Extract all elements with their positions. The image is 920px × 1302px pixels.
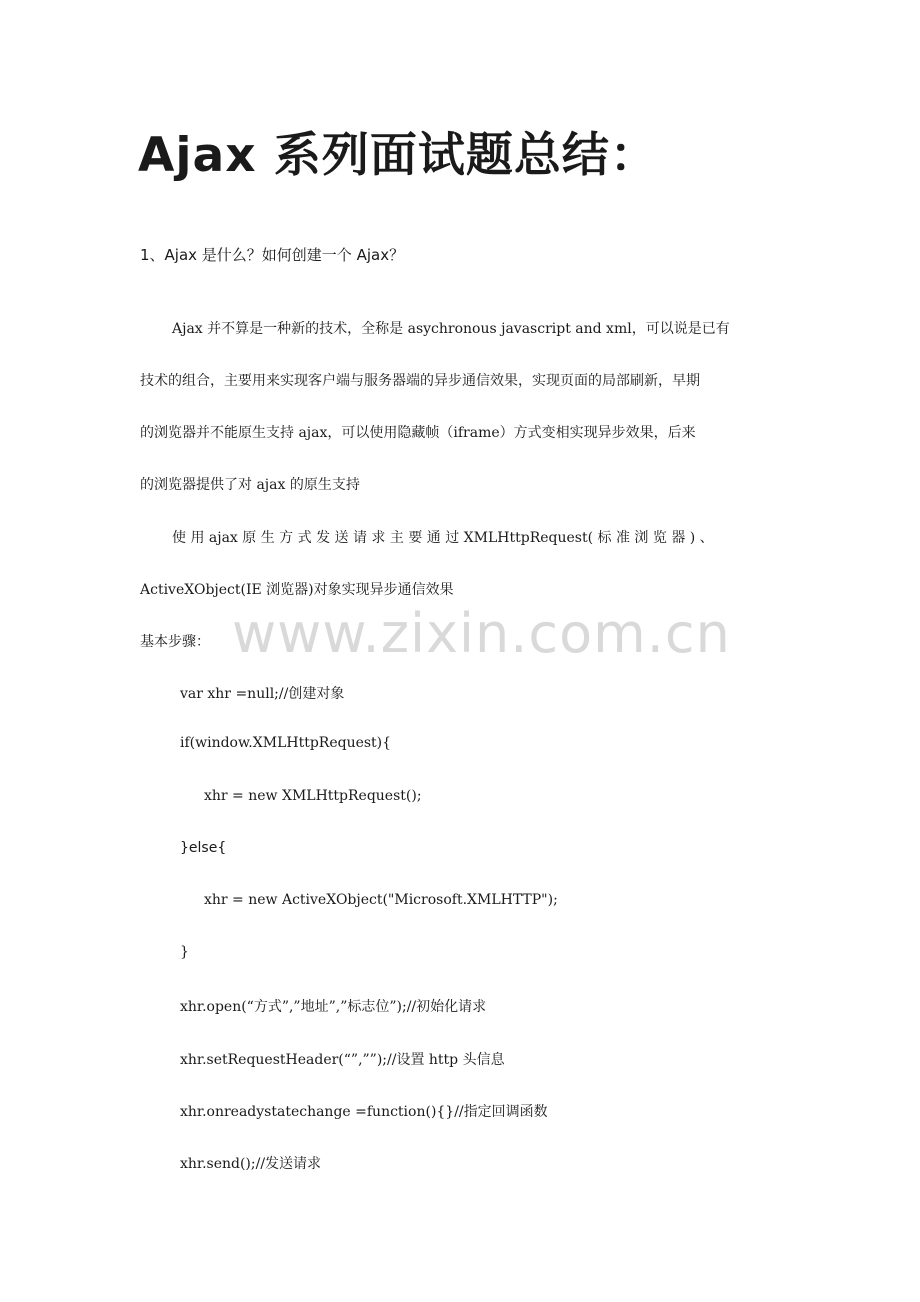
code-line: xhr = new XMLHttpRequest(); [204,788,422,804]
paragraph2-line: 使 用 ajax 原 生 方 式 发 送 请 求 主 要 通 过 XMLHttpRequest( 标 准 浏 览 器 ) 、 [172,530,714,546]
code-line: xhr.send();//发送请求 [180,1156,322,1172]
code-line: xhr.onreadystatechange =function(){}//指定回调函数 [180,1104,548,1120]
section-heading: 1、Ajax 是什么？如何创建一个 Ajax？ [140,246,405,264]
code-line: var xhr =null;//创建对象 [180,686,345,702]
code-line: xhr = new ActiveXObject("Microsoft.XMLHTTP"); [204,892,558,908]
watermark: www.zixin.com.cn [232,602,731,665]
paragraph1-line: 的浏览器提供了对 ajax 的原生支持 [140,477,360,493]
code-line: xhr.setRequestHeader(“”,””);//设置 http 头信息 [180,1052,505,1068]
paragraph2-line: ActiveXObject(IE 浏览器)对象实现异步通信效果 [140,582,454,598]
code-line: xhr.open(“方式”,”地址”,”标志位”);//初始化请求 [180,999,487,1015]
steps-label: 基本步骤： [140,634,210,650]
paragraph1-line: 技术的组合，主要用来实现客户端与服务器端的异步通信效果，实现页面的局部刷新，早期 [140,373,700,389]
document-title: Ajax 系列面试题总结： [138,128,658,183]
code-line: } [180,944,189,960]
code-line: }else{ [180,840,227,856]
code-line: if(window.XMLHttpRequest){ [180,735,392,751]
paragraph1-line: Ajax 并不算是一种新的技术，全称是 asychronous javascript and xml，可以说是已有 [172,321,730,337]
paragraph1-line: 的浏览器并不能原生支持 ajax，可以使用隐藏帧（iframe）方式变相实现异步效果，后来 [140,425,696,441]
